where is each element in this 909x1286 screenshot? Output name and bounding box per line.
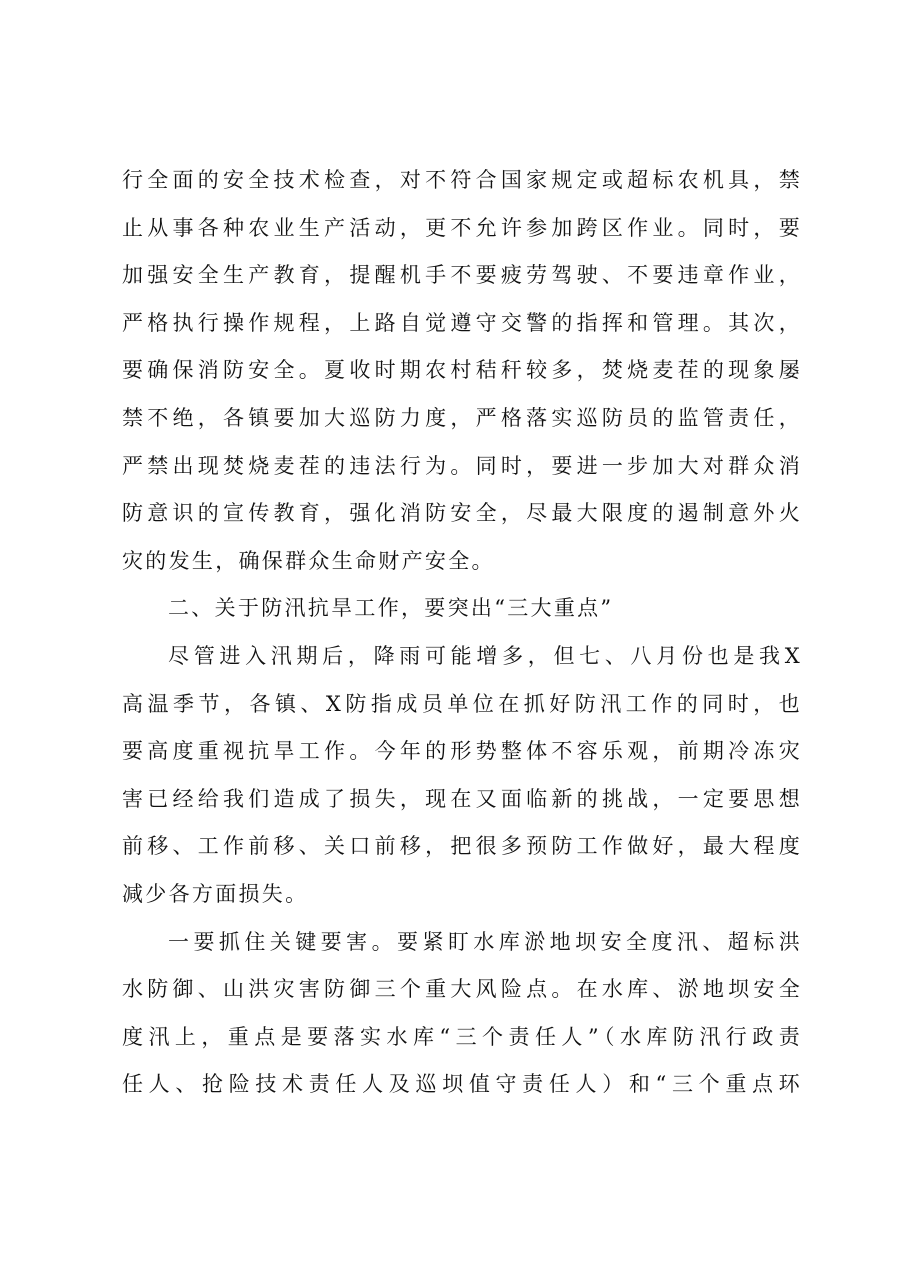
document-body	[122, 157, 802, 1109]
text-line: 一要抓住关键要害。要紧盯水库淤地坝安全度汛、超标洪	[168, 929, 802, 954]
text-line: 行全面的安全技术检查，对不符合国家规定或超标农机具，禁	[122, 168, 802, 192]
text-line: 加强安全生产教育，提醒机手不要疲劳驾驶、不要违章作业，	[122, 263, 802, 288]
text-line: 减少各方面损失。	[122, 881, 309, 906]
text-line: 尽管进入汛期后，降雨可能增多，但七、八月份也是我X	[168, 643, 802, 668]
text-line: 要确保消防安全。夏收时期农村秸秆较多，焚烧麦茬的现象屡	[122, 358, 802, 383]
paragraph-drought	[122, 633, 802, 919]
text-line: 禁不绝，各镇要加大巡防力度，严格落实巡防员的监管责任，	[122, 405, 802, 430]
paragraph-fire-safety	[122, 157, 802, 585]
section-heading	[122, 585, 802, 633]
text-line: 度汛上，重点是要落实水库“三个责任人”（水库防汛行政责	[122, 1024, 802, 1049]
text-line: 防意识的宣传教育，强化消防安全，尽最大限度的遏制意外火	[122, 501, 802, 526]
text-line: 害已经给我们造成了损失，现在又面临新的挑战，一定要思想	[122, 786, 802, 811]
text-line: 要高度重视抗旱工作。今年的形势整体不容乐观，前期冷冻灾	[122, 739, 802, 764]
text-line: 前移、工作前移、关口前移，把很多预防工作做好，最大程度	[122, 834, 802, 859]
text-line: 灾的发生，确保群众生命财产安全。	[122, 548, 495, 573]
text-line: 严格执行操作规程，上路自觉遵守交警的指挥和管理。其次，	[122, 310, 802, 335]
text-line: 高温季节，各镇、X防指成员单位在抓好防汛工作的同时，也	[122, 691, 802, 716]
text-line: 止从事各种农业生产活动，更不允许参加跨区作业。同时，要	[122, 215, 802, 240]
text-line: 水防御、山洪灾害防御三个重大风险点。在水库、淤地坝安全	[122, 977, 802, 1002]
text-line: 严禁出现焚烧麦茬的违法行为。同时，要进一步加大对群众消	[122, 453, 802, 478]
paragraph-key-risks	[122, 919, 802, 1109]
heading-text: 二、关于防汛抗旱工作，要突出“三大重点”	[168, 596, 614, 621]
text-line: 任人、抢险技术责任人及巡坝值守责任人）和“三个重点环	[122, 1072, 802, 1097]
